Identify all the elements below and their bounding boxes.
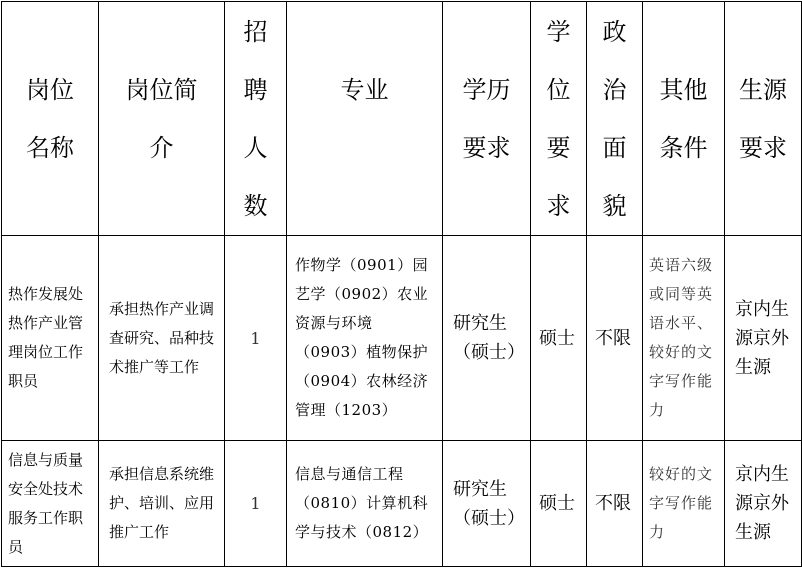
degree-cell: 硕士	[531, 236, 587, 441]
major-cell: 作物学（0901）园艺学（0902）农业资源与环境（0903）植物保护（0904）农林经济管理（1203）	[287, 236, 443, 441]
position-name-cell: 信息与质量安全处技术服务工作职员	[2, 441, 99, 567]
political-cell: 不限	[587, 236, 643, 441]
header-degree: 学 位 要 求	[531, 2, 587, 236]
position-name-cell: 热作发展处热作产业管理岗位工作职员	[2, 236, 99, 441]
education-cell: 研究生（硕士）	[443, 236, 531, 441]
header-position-name: 岗位 名称	[2, 2, 99, 236]
headcount-cell: 1	[225, 236, 287, 441]
header-political: 政 治 面 貌	[587, 2, 643, 236]
header-headcount: 招 聘 人 数	[225, 2, 287, 236]
major-cell: 信息与通信工程（0810）计算机科学与技术（0812）	[287, 441, 443, 567]
political-cell: 不限	[587, 441, 643, 567]
table-row	[2, 236, 802, 441]
header-row	[2, 2, 802, 236]
header-source: 生源 要求	[725, 2, 802, 236]
header-education: 学历 要求	[443, 2, 531, 236]
headcount-cell: 1	[225, 441, 287, 567]
position-intro-cell: 承担热作产业调查研究、品种技术推广等工作	[99, 236, 225, 441]
education-cell: 研究生（硕士）	[443, 441, 531, 567]
position-intro-cell: 承担信息系统维护、培训、应用推广工作	[99, 441, 225, 567]
other-cell: 较好的文字写作能力	[643, 441, 725, 567]
table-row	[2, 441, 802, 567]
header-position-intro: 岗位简 介	[99, 2, 225, 236]
other-cell: 英语六级或同等英语水平、较好的文字写作能力	[643, 236, 725, 441]
degree-cell: 硕士	[531, 441, 587, 567]
source-cell: 京内生源京外生源	[725, 236, 802, 441]
recruitment-table	[1, 1, 802, 567]
header-major: 专业	[287, 2, 443, 236]
header-other: 其他 条件	[643, 2, 725, 236]
source-cell: 京内生源京外生源	[725, 441, 802, 567]
